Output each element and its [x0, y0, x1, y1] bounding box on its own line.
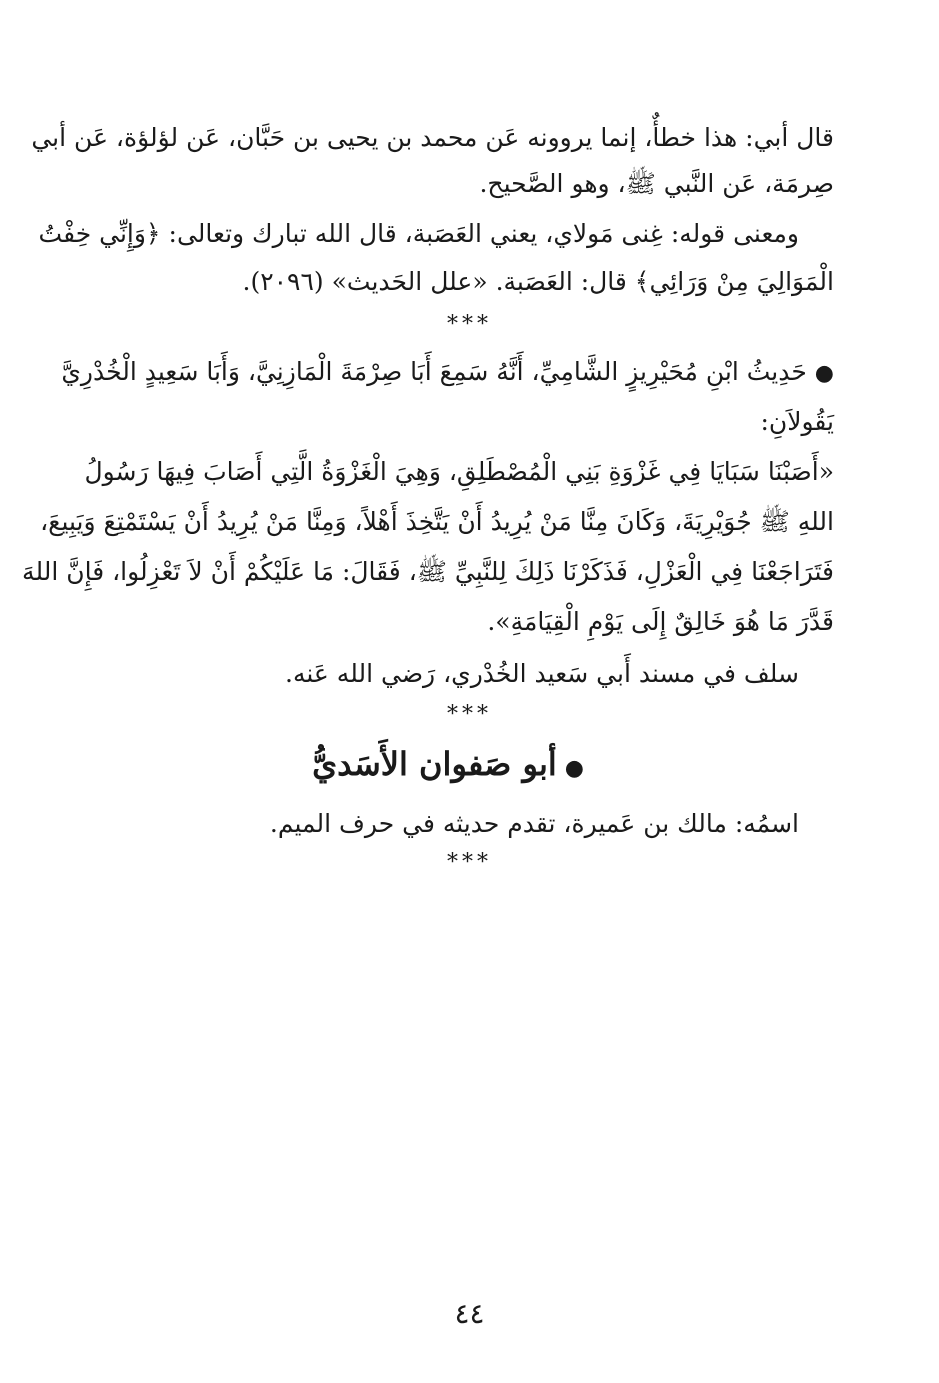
separator-stars: *** [447, 702, 492, 727]
hadith-intro-line1 [61, 352, 834, 394]
para1-line2: صِرمَة، عَن النَّبي ﷺ، وهو الصَّحيح. [479, 169, 834, 198]
page-number: ٤٤ [454, 1297, 485, 1330]
bullet-icon: ● [814, 361, 834, 386]
hadith-intro-text: حَدِيثُ ابْنِ مُحَيْرِيزٍ الشَّامِيِّ، أَنَّهُ سَمِعَ أَبَا صِرْمَةَ الْمَازِنِيَّ، وَأَبَا سَعِيدٍ الْخُدْرِيَّ [61, 357, 807, 386]
para2-line1: ومعنى قوله: غِنى مَولاي، يعني العَصَبة، قال الله تبارك وتعالى: ﴿وَإِنِّي خِفْتُ [38, 219, 799, 248]
hadith-text-line3: فَتَرَاجَعْنَا فِي الْعَزْلِ، فَذَكَرْنَا ذَلِكَ لِلنَّبِيِّ ﷺ، فَقَالَ: مَا عَلَيْكُمْ أَنْ لاَ تَعْزِلُوا، فَإِنَّ اللهَ [22, 557, 834, 586]
section-heading [312, 742, 584, 790]
bullet-icon: ● [564, 755, 584, 781]
section-name-line: اسمُه: مالك بن عَميرة، تقدم حديثه في حرف الميم. [269, 809, 799, 838]
heading-text: أبو صَفوان الأَسَديُّ [312, 745, 557, 783]
para1-line1: قال أبي: هذا خطأٌ، إنما يروونه عَن محمد بن يحيى بن حَبَّان، عَن لؤلؤة، عَن أبي [31, 123, 834, 152]
hadith-text-line1: «أَصَبْنَا سَبَايَا فِي غَزْوَةِ بَنِي الْمُصْطَلِقِ، وَهِيَ الْغَزْوَةُ الَّتِي أَصَابَ فِيهَا رَسُولُ [84, 457, 834, 486]
hadith-source-note: سلف في مسند أَبي سَعيد الخُدْري، رَضي الله عَنه. [285, 659, 799, 688]
para2-line2: الْمَوَالِيَ مِنْ وَرَائِي﴾ قال: العَصَبة. «علل الحَديث» (٢٠٩٦). [242, 267, 834, 296]
hadith-text-line2: اللهِ ﷺ جُوَيْرِيَةَ، وَكَانَ مِنَّا مَنْ يُرِيدُ أَنْ يَتَّخِذَ أَهْلاً، وَمِنَّا مَنْ يُرِيدُ أَنْ يَسْتَمْتِعَ وَيَبِيعَ، [40, 507, 834, 536]
hadith-intro-line2: يَقُولاَنِ: [760, 407, 834, 436]
separator-stars: *** [447, 312, 492, 337]
separator-stars: *** [447, 850, 492, 875]
hadith-text-line4: قَدَّرَ مَا هُوَ خَالِقٌ إِلَى يَوْمِ الْقِيَامَةِ». [487, 607, 834, 636]
